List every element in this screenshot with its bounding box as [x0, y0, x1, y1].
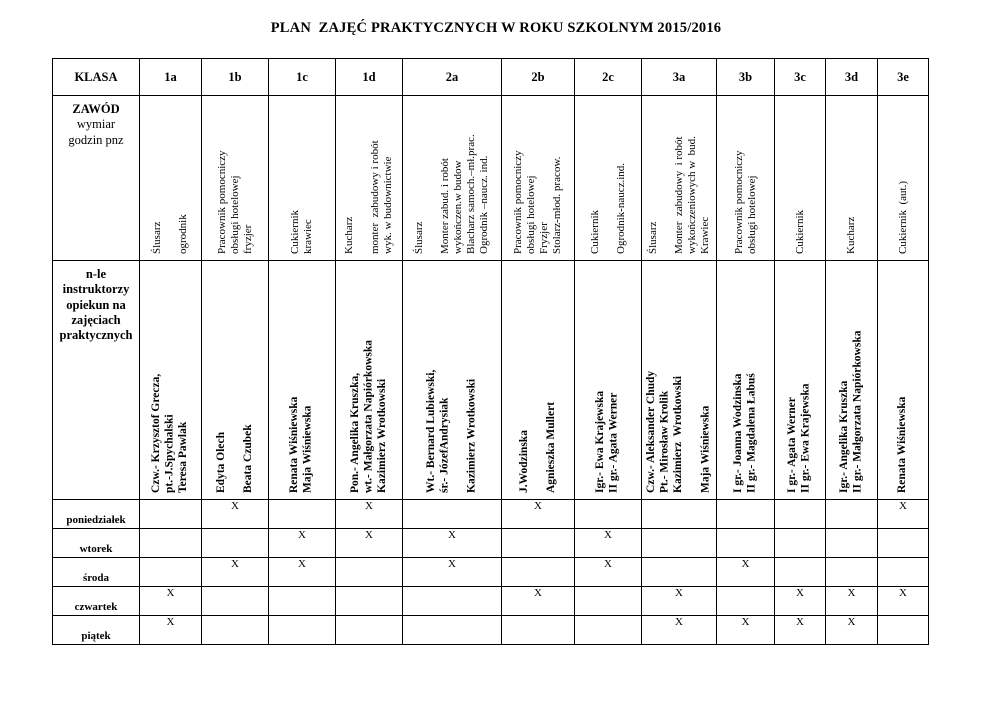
class-header-2b: 2b	[502, 59, 575, 96]
class-header-3c: 3c	[775, 59, 826, 96]
schedule-mark: X	[502, 500, 575, 529]
class-header-1d: 1d	[336, 59, 403, 96]
schedule-mark: X	[140, 587, 202, 616]
profession-cell-3b	[717, 96, 775, 261]
profession-row-label	[53, 96, 140, 261]
schedule-mark: X	[878, 587, 929, 616]
day-row	[53, 616, 929, 645]
profession-text: Kucharz monter zabudowy i robót wyk. w budownictwie	[343, 140, 394, 254]
class-header-3b: 3b	[717, 59, 775, 96]
profession-text: Cukiernik Ogrodnik-naucz.ind.	[588, 162, 627, 254]
instructor-label-text: n-le instruktorzy opiekun na zajęciach praktycznych	[59, 267, 133, 342]
profession-text: Ślusarz ogrodnik	[151, 214, 189, 254]
schedule-mark	[140, 500, 202, 529]
schedule-mark	[336, 558, 403, 587]
schedule-mark	[202, 529, 269, 558]
instructor-text: Igr.- Ewa Krajewska II gr.- Agata Werner	[594, 390, 620, 493]
schedule-mark: X	[642, 616, 717, 645]
corner-label: KLASA	[53, 59, 140, 96]
instructor-cell-3d	[826, 261, 878, 500]
instructor-text: Igr.- Angelika Kruszka II gr.- Małgorzata Napiórkowska	[837, 330, 864, 493]
schedule-mark	[717, 500, 775, 529]
instructor-row-label	[53, 261, 140, 500]
schedule-mark: X	[336, 500, 403, 529]
profession-cell-3e	[878, 96, 929, 261]
instructor-cell-3b	[717, 261, 775, 500]
schedule-mark	[642, 529, 717, 558]
profession-row	[53, 96, 929, 261]
profession-cell-2c	[575, 96, 642, 261]
profession-cell-1a	[140, 96, 202, 261]
schedule-mark	[717, 529, 775, 558]
header-row	[53, 59, 929, 96]
day-label: wtorek	[53, 529, 140, 558]
instructor-text: Czw.- Aleksander Chudy Pt.- Mirosław Krolik Kazimierz Wrotkowski Maja Wiśniewska	[645, 370, 712, 493]
schedule-mark	[269, 587, 336, 616]
schedule-mark: X	[269, 529, 336, 558]
instructor-text: Renata Wiśniewska Maja Wiśniewska	[288, 396, 314, 493]
schedule-mark: X	[575, 558, 642, 587]
profession-cell-3c	[775, 96, 826, 261]
instructor-text: I gr.- Agata Werner II gr.- Ewa Krajewska	[786, 383, 812, 493]
page-title: PLAN ZAJĘĆ PRAKTYCZNYCH W ROKU SZKOLNYM 2015/2016	[270, 20, 722, 36]
profession-cell-3a	[642, 96, 717, 261]
instructor-cell-3c	[775, 261, 826, 500]
schedule-mark	[642, 558, 717, 587]
schedule-mark	[502, 529, 575, 558]
instructor-cell-1c	[269, 261, 336, 500]
schedule-mark	[717, 587, 775, 616]
schedule-mark: X	[878, 500, 929, 529]
class-header-2c: 2c	[575, 59, 642, 96]
class-header-3a: 3a	[642, 59, 717, 96]
instructor-cell-2c	[575, 261, 642, 500]
schedule-mark	[403, 500, 502, 529]
schedule-mark: X	[717, 616, 775, 645]
profession-cell-1c	[269, 96, 336, 261]
schedule-mark	[575, 616, 642, 645]
schedule-table	[52, 58, 929, 645]
schedule-mark	[878, 558, 929, 587]
schedule-mark	[878, 616, 929, 645]
schedule-mark	[403, 616, 502, 645]
instructor-cell-3a	[642, 261, 717, 500]
instructor-text: Czw.- Krzysztof Grecza, pt.-J.Spychalski Teresa Pawlak	[150, 373, 190, 493]
schedule-mark	[775, 500, 826, 529]
schedule-mark: X	[826, 616, 878, 645]
instructor-text: Renata Wiśniewska	[896, 396, 909, 493]
class-header-3d: 3d	[826, 59, 878, 96]
instructor-text: I gr.- Joanna Wodzinska II gr.- Magdalena Łabuś	[731, 373, 758, 493]
schedule-mark	[642, 500, 717, 529]
schedule-mark: X	[575, 529, 642, 558]
schedule-mark: X	[642, 587, 717, 616]
schedule-mark	[403, 587, 502, 616]
schedule-mark: X	[269, 558, 336, 587]
profession-text: Cukiernik krawiec	[289, 210, 314, 254]
schedule-mark: X	[140, 616, 202, 645]
schedule-mark	[269, 616, 336, 645]
instructor-cell-1a	[140, 261, 202, 500]
schedule-mark	[202, 616, 269, 645]
profession-cell-2a	[403, 96, 502, 261]
instructor-cell-2b	[502, 261, 575, 500]
profession-text: Pracownik pomocniczy obsługi hotelowej	[732, 150, 758, 254]
class-header-1b: 1b	[202, 59, 269, 96]
profession-cell-1d	[336, 96, 403, 261]
profession-cell-3d	[826, 96, 878, 261]
schedule-mark	[140, 529, 202, 558]
profession-text: Kucharz	[845, 216, 858, 254]
schedule-mark: X	[403, 558, 502, 587]
profession-label-bold: ZAWÓD	[72, 102, 120, 116]
day-row	[53, 587, 929, 616]
instructor-text: Wt.- Bernard Lubiewski, śr.- JózefAndrysiak Kazimierz Wrotkowski	[424, 369, 478, 493]
schedule-mark	[502, 558, 575, 587]
schedule-mark: X	[202, 500, 269, 529]
schedule-mark: X	[826, 587, 878, 616]
profession-text: Pracownik pomocniczy obsługi hotelowej Fryzjer Stolarz-młod. pracow.	[512, 150, 563, 254]
instructor-cell-1d	[336, 261, 403, 500]
schedule-mark: X	[403, 529, 502, 558]
day-label: czwartek	[53, 587, 140, 616]
schedule-mark	[826, 558, 878, 587]
schedule-mark	[575, 587, 642, 616]
instructor-row	[53, 261, 929, 500]
schedule-mark	[878, 529, 929, 558]
schedule-mark	[575, 500, 642, 529]
class-header-1a: 1a	[140, 59, 202, 96]
day-label: poniedziałek	[53, 500, 140, 529]
instructor-cell-1b	[202, 261, 269, 500]
profession-text: Pracownik pomocniczy obsługi hotelowej fryzjer	[215, 150, 254, 254]
schedule-mark	[826, 529, 878, 558]
profession-cell-2b	[502, 96, 575, 261]
schedule-mark: X	[775, 616, 826, 645]
instructor-text: Pon.- Angelika Kruszka, wt.- Małgorzata Napiórkowska Kazimierz Wrotkowski	[348, 340, 388, 493]
day-label: środa	[53, 558, 140, 587]
schedule-mark	[269, 500, 336, 529]
class-header-3e: 3e	[878, 59, 929, 96]
class-header-2a: 2a	[403, 59, 502, 96]
day-row	[53, 529, 929, 558]
profession-text: Cukiernik	[793, 210, 806, 254]
schedule-mark	[775, 558, 826, 587]
instructor-cell-3e	[878, 261, 929, 500]
schedule-mark	[775, 529, 826, 558]
profession-text: Ślusarz Monter zabud. i robót wykończen.w budow Blacharz samoch.–mł.prac. Ogrodnik –naucz. ind.	[413, 134, 490, 254]
profession-text: Cukiernik (aut.)	[896, 180, 909, 254]
day-label: piątek	[53, 616, 140, 645]
schedule-mark: X	[502, 587, 575, 616]
schedule-mark: X	[202, 558, 269, 587]
profession-label-rest: wymiar godzin pnz	[68, 117, 124, 147]
schedule-mark	[502, 616, 575, 645]
schedule-mark: X	[336, 529, 403, 558]
schedule-mark	[336, 616, 403, 645]
schedule-mark: X	[775, 587, 826, 616]
instructor-cell-2a	[403, 261, 502, 500]
day-row	[53, 500, 929, 529]
schedule-mark	[336, 587, 403, 616]
instructor-text: Edyta Olech Beata Czubek	[214, 424, 254, 493]
schedule-mark: X	[717, 558, 775, 587]
schedule-mark	[140, 558, 202, 587]
class-header-1c: 1c	[269, 59, 336, 96]
schedule-mark	[826, 500, 878, 529]
day-row	[53, 558, 929, 587]
schedule-mark	[202, 587, 269, 616]
instructor-text: J.Wodzinska Agnieszka Mullert	[517, 401, 557, 493]
profession-cell-1b	[202, 96, 269, 261]
profession-text: Ślusarz Monter zabudowy i robót wykończeniowych w bud. Krawiec	[646, 136, 711, 254]
